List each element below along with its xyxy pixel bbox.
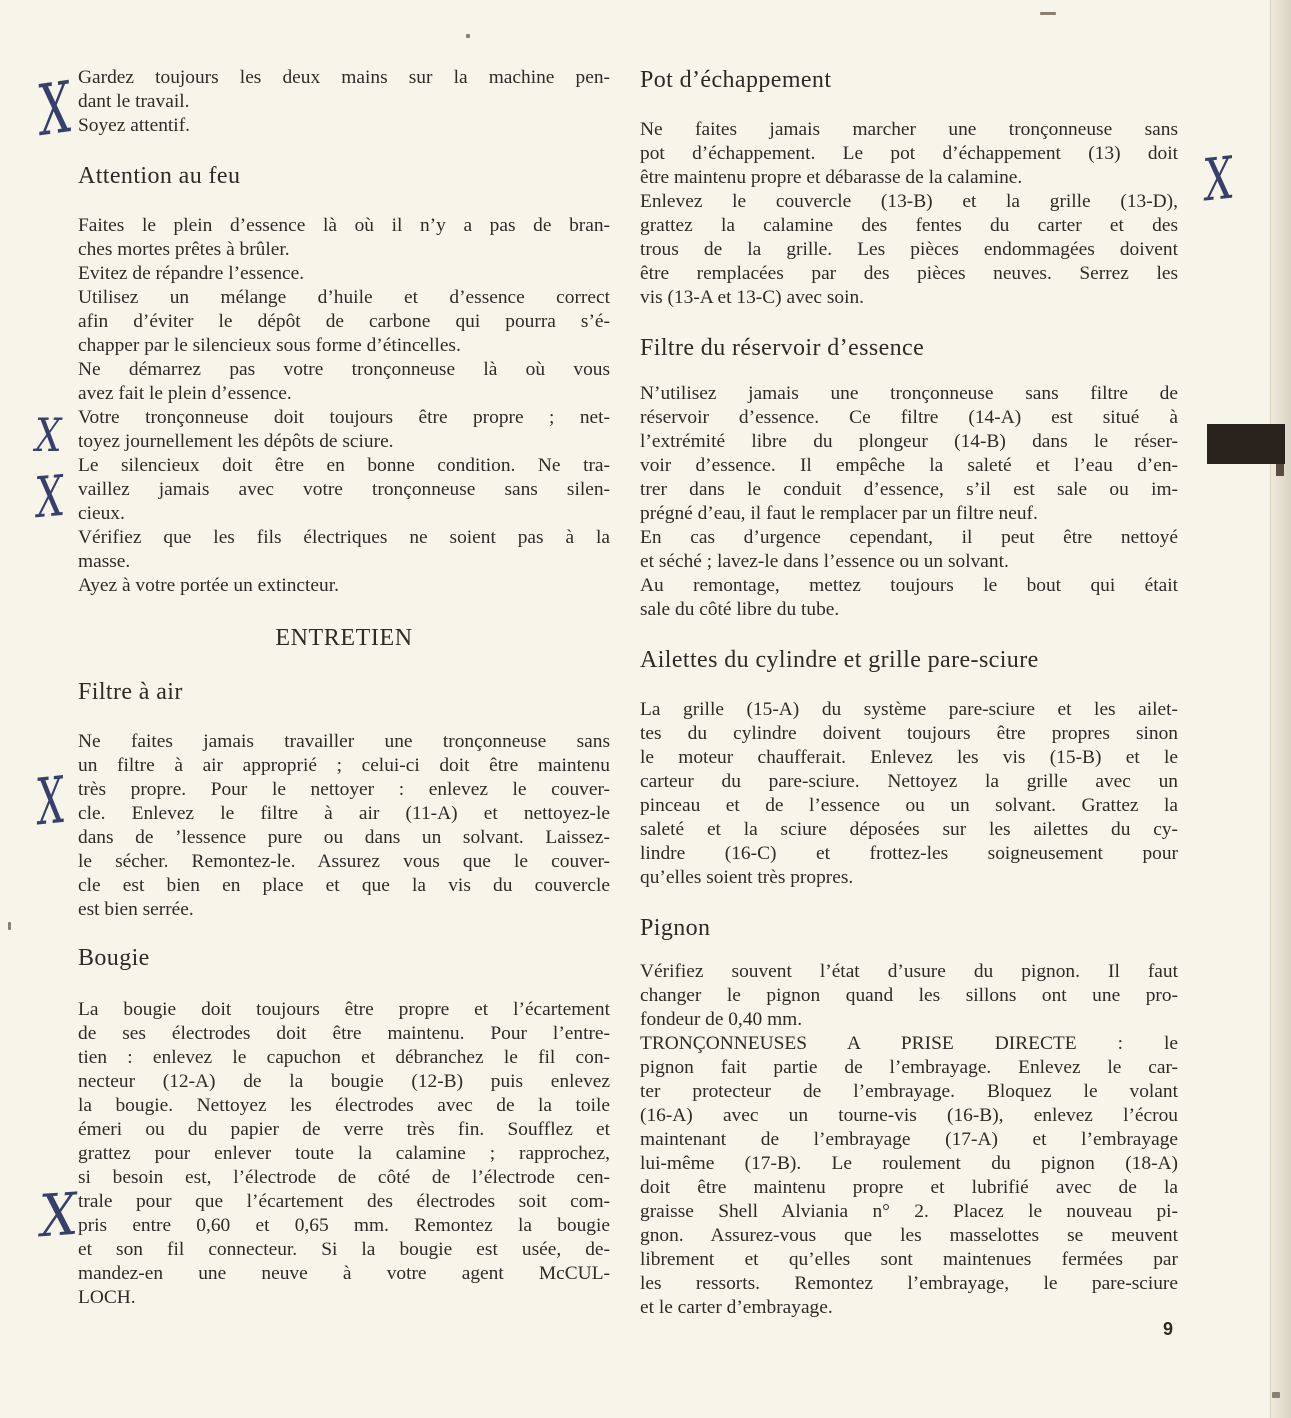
text-line: ches mortes prêtes à brûler. (78, 239, 290, 260)
page-number: 9 (1163, 1319, 1174, 1339)
handwritten-x-mark: X (35, 408, 62, 462)
text-line: tien : enlevez le capuchon et débranchez le fil con- (78, 1047, 610, 1068)
text-line: qu’elles soient très propres. (640, 867, 854, 888)
handwritten-x-mark: X (33, 66, 77, 152)
text-line: le moteur chaufferait. Enlevez les vis (15-B) et le (640, 747, 1178, 768)
text-line: Soyez attentif. (78, 115, 190, 136)
text-line: très propre. Pour le nettoyer : enlevez le couver- (78, 779, 610, 800)
text-line: fondeur de 0,40 mm. (640, 1009, 803, 1030)
index-tab-shadow (1276, 464, 1284, 476)
text-line: graisse Shell Alviania n° 2. Placez le nouveau pi- (640, 1201, 1178, 1222)
text-line: toyez journellement les dépôts de sciure. (78, 431, 394, 452)
text-line: En cas d’urgence cependant, il peut être nettoyé (640, 527, 1178, 548)
left-column (78, 66, 610, 1310)
text-line: voir d’essence. Il empêche la saleté et l’eau d’en- (640, 455, 1178, 476)
text-line: Enlevez le couvercle (13-B) et la grille (13-D), (640, 191, 1178, 212)
paragraph-pignon (640, 960, 1178, 1320)
text-line: trale pour que l’écartement des électrodes soit com- (78, 1191, 610, 1212)
heading-filtre-reservoir: Filtre du réservoir d’essence (640, 335, 925, 361)
heading-entretien: ENTRETIEN (275, 625, 413, 651)
text-line: ter protecteur de l’embrayage. Bloquez le volant (640, 1081, 1178, 1102)
handwritten-x-mark: X (33, 763, 69, 841)
text-line: la bougie. Nettoyez les électrodes avec de la toile (78, 1095, 610, 1116)
text-line: avez fait le plein d’essence. (78, 383, 292, 404)
text-line: cle est bien en place et que la vis du couvercle (78, 875, 610, 896)
text-line: Ne faites jamais marcher une tronçonneuse sans (640, 119, 1178, 140)
text-line: La grille (15-A) du système pare-sciure et les ailet- (640, 699, 1178, 720)
text-line: (16-A) avec un tourne-vis (16-B), enlevez l’écrou (640, 1105, 1178, 1126)
text-line: TRONÇONNEUSES A PRISE DIRECTE : le (640, 1033, 1178, 1054)
text-line: Utilisez un mélange d’huile et d’essence correct (78, 287, 610, 308)
text-line: dant le travail. (78, 91, 190, 112)
heading-ailettes: Ailettes du cylindre et grille pare-sciure (640, 647, 1039, 673)
text-line: pignon fait partie de l’embrayage. Enlevez le car- (640, 1057, 1178, 1078)
text-line: gnon. Assurez-vous que les masselottes se meuvent (640, 1225, 1178, 1246)
text-line: réservoir d’essence. Ce filtre (14-A) est situé à (640, 407, 1178, 428)
text-line: le sécher. Remontez-le. Assurez vous que le couver- (78, 851, 610, 872)
text-line: et son fil connecteur. Si la bougie est usée, de- (78, 1239, 610, 1260)
text-line: Ayez à votre portée un extincteur. (78, 575, 339, 596)
text-line: mandez-en une neuve à votre agent McCUL- (78, 1263, 610, 1284)
text-line: tes du cylindre doivent toujours être propres sinon (640, 723, 1178, 744)
text-line: être maintenu propre et débarasse de la calamine. (640, 167, 1023, 188)
intro-block (78, 66, 610, 138)
text-line: necteur (12-A) de la bougie (12-B) puis enlevez (78, 1071, 610, 1092)
text-line: vaillez jamais avec votre tronçonneuse sans silen- (78, 479, 610, 500)
index-tab (1207, 424, 1285, 464)
text-line: LOCH. (78, 1287, 136, 1308)
text-line: les ressorts. Remontez l’embrayage, le pare-sciure (640, 1273, 1178, 1294)
text-line: Vérifiez souvent l’état d’usure du pignon. Il faut (640, 961, 1178, 982)
text-line: sale du côté libre du tube. (640, 599, 840, 620)
text-line: Vérifiez que les fils électriques ne soient pas à la (78, 527, 610, 548)
text-line: vis (13-A et 13-C) avec soin. (640, 287, 865, 308)
text-line: lui-même (17-B). Le roulement du pignon (18-A) (640, 1153, 1178, 1174)
text-line: maintenant de l’embrayage (17-A) et l’embrayage (640, 1129, 1178, 1150)
text-line: de ses électrodes doit être maintenu. Pour l’entre- (78, 1023, 610, 1044)
text-line: émeri ou du papier de verre très fin. Soufflez et (78, 1119, 610, 1140)
scan-speck (1272, 1392, 1280, 1398)
text-line: Faites le plein d’essence là où il n’y a pas de bran- (78, 215, 610, 236)
text-line: changer le pignon quand les sillons ont une pro- (640, 985, 1178, 1006)
scan-speck (8, 922, 11, 930)
text-line: lindre (16-C) et frottez-les soigneusement pour (640, 843, 1178, 864)
heading-pignon: Pignon (640, 915, 711, 941)
text-line: si besoin est, l’électrode de côté de l’électrode cen- (78, 1167, 610, 1188)
text-line: l’extrémité libre du plongeur (14-B) dans le réser- (640, 431, 1178, 452)
paragraph-ailettes (640, 698, 1178, 890)
text-line: librement et qu’elles sont maintenues fermées par (640, 1249, 1178, 1270)
text-line: un filtre à air approprié ; celui-ci doit être maintenu (78, 755, 610, 776)
text-line: est bien serrée. (78, 899, 194, 920)
heading-filtre-a-air: Filtre à air (78, 679, 183, 705)
text-line: La bougie doit toujours être propre et l’écartement (78, 999, 610, 1020)
text-line: trer dans le conduit d’essence, s’il est sale ou im- (640, 479, 1178, 500)
heading-bougie: Bougie (78, 945, 150, 971)
text-line: Votre tronçonneuse doit toujours être propre ; net- (78, 407, 610, 428)
text-line: Au remontage, mettez toujours le bout qui était (640, 575, 1178, 596)
handwritten-x-mark: X (37, 1179, 80, 1251)
scan-speck (1040, 12, 1056, 15)
text-line: Le silencieux doit être en bonne condition. Ne tra- (78, 455, 610, 476)
heading-attention-au-feu: Attention au feu (78, 163, 241, 189)
scan-speck (466, 34, 470, 38)
handwritten-x-mark: X (33, 463, 67, 532)
text-line: Evitez de répandre l’essence. (78, 263, 305, 284)
page-edge (1270, 0, 1291, 1418)
text-line: Ne faites jamais travailler une tronçonneuse sans (78, 731, 610, 752)
paragraph-filtre-a-air (78, 730, 610, 922)
text-line: saleté et la sciure déposées sur les ailettes du cy- (640, 819, 1178, 840)
text-line: doit être maintenu propre et lubrifié avec de la (640, 1177, 1178, 1198)
text-line: dans de ’lessence pure ou dans un solvant. Laissez- (78, 827, 610, 848)
text-line: Ne démarrez pas votre tronçonneuse là où vous (78, 359, 610, 380)
text-line: cieux. (78, 503, 125, 524)
paragraph-pot-echappement (640, 118, 1178, 310)
heading-pot-echappement: Pot d’échappement (640, 67, 832, 93)
text-line: être remplacées par des pièces neuves. Serrez les (640, 263, 1178, 284)
text-line: pris entre 0,60 et 0,65 mm. Remontez la bougie (78, 1215, 610, 1236)
text-line: trous de la grille. Les pièces endommagées doivent (640, 239, 1178, 260)
text-line: pot d’échappement. Le pot d’échappement (13) doit (640, 143, 1178, 164)
text-line: carteur du pare-sciure. Nettoyez la grille avec un (640, 771, 1178, 792)
text-line: grattez pour enlever toute la calamine ; rapprochez, (78, 1143, 610, 1164)
text-line: N’utilisez jamais une tronçonneuse sans filtre de (640, 383, 1178, 404)
text-line: chapper par le silencieux sous forme d’étincelles. (78, 335, 461, 356)
text-line: pinceau et de l’essence ou un solvant. Grattez la (640, 795, 1178, 816)
handwritten-x-mark: X (1200, 143, 1237, 215)
text-line: cle. Enlevez le filtre à air (11-A) et nettoyez-le (78, 803, 610, 824)
right-column (640, 66, 1178, 1320)
text-line: masse. (78, 551, 131, 572)
paragraph-bougie (78, 998, 610, 1310)
text-line: afin d’éviter le dépôt de carbone qui pourra s’é- (78, 311, 610, 332)
paragraph-attention-au-feu (78, 214, 610, 598)
paragraph-filtre-reservoir (640, 382, 1178, 622)
text-line: grattez la calamine des fentes du carter et des (640, 215, 1178, 236)
text-line: prégné d’eau, il faut le remplacer par un filtre neuf. (640, 503, 1038, 524)
text-line: et séché ; lavez-le dans l’essence ou un solvant. (640, 551, 1009, 572)
text-line: Gardez toujours les deux mains sur la machine pen- (78, 67, 610, 88)
text-line: et le carter d’embrayage. (640, 1297, 833, 1318)
